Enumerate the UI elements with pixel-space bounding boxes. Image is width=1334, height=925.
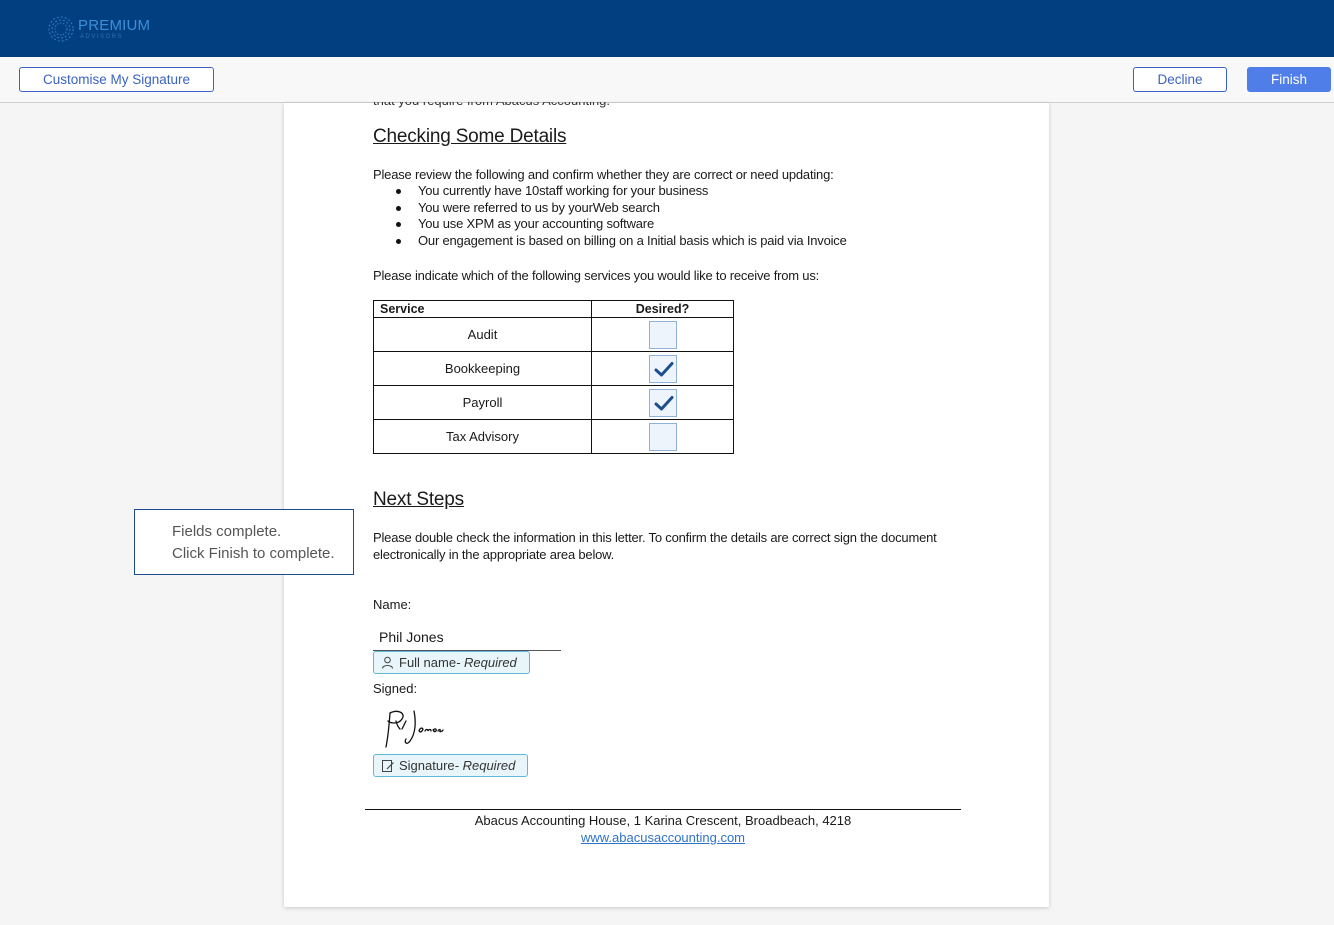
website-link[interactable]: www.abacusaccounting.com [580, 830, 746, 845]
service-name: Bookkeeping [374, 352, 592, 386]
section-title-details: Checking Some Details [373, 126, 567, 147]
table-row [374, 352, 734, 386]
signature-tag-label: Signature [399, 758, 455, 773]
list-item: You currently have 10staff working for your business [373, 183, 847, 200]
sign-document-icon [381, 759, 395, 773]
full-name-field[interactable] [373, 651, 530, 674]
table-header-row [374, 301, 734, 318]
list-item: Our engagement is based on billing on a Initial basis which is paid via Invoice [373, 233, 847, 250]
name-label: Name: [373, 597, 412, 612]
swirl-logo-icon [46, 14, 76, 44]
tax-advisory-checkbox[interactable] [649, 423, 677, 451]
full-name-tag-label: Full name [399, 655, 457, 670]
payroll-checkbox[interactable] [649, 389, 677, 417]
signature-field[interactable] [373, 754, 528, 777]
completion-notice [134, 509, 354, 575]
notice-line-1: Fields complete. [172, 523, 282, 540]
next-steps-text: Please double check the information in this letter. To confirm the details are correct sign the document electronically in the appropriate area below. [373, 530, 937, 562]
document-page [284, 103, 1049, 907]
column-header-desired: Desired? [592, 301, 734, 318]
signature-image [376, 707, 456, 751]
section-title-next-steps: Next Steps [373, 489, 464, 510]
table-row [374, 420, 734, 454]
footer-divider [365, 809, 961, 810]
list-item: You were referred to us by yourWeb search [373, 200, 847, 217]
audit-checkbox[interactable] [649, 321, 677, 349]
service-name: Tax Advisory [374, 420, 592, 454]
list-item: You use XPM as your accounting software [373, 216, 847, 233]
logo-subtext: ADVISORS [80, 34, 124, 40]
finish-button[interactable]: Finish [1247, 67, 1331, 92]
review-intro-text: Please review the following and confirm whether they are correct or need updating: [373, 167, 834, 182]
signed-label: Signed: [373, 681, 418, 696]
notice-line-2: Click Finish to complete. [172, 545, 335, 562]
decline-button[interactable]: Decline [1133, 67, 1227, 92]
bookkeeping-checkbox[interactable] [649, 355, 677, 383]
column-header-service: Service [374, 301, 592, 318]
table-row [374, 318, 734, 352]
checkmark-icon [654, 361, 674, 378]
full-name-value: Phil Jones [379, 629, 444, 645]
checkmark-icon [654, 395, 674, 412]
required-text: - Required [454, 758, 516, 773]
services-table [373, 300, 734, 454]
header-bar [0, 0, 1334, 57]
table-row [374, 386, 734, 420]
logo-text: PREMIUM [78, 17, 151, 34]
service-name: Audit [374, 318, 592, 352]
service-name: Payroll [374, 386, 592, 420]
customise-signature-button[interactable]: Customise My Signature [19, 67, 214, 92]
toolbar [0, 57, 1334, 103]
services-intro-text: Please indicate which of the following services you would like to receive from us: [373, 268, 820, 283]
details-list [373, 183, 847, 250]
person-icon [381, 656, 394, 669]
footer-address: Abacus Accounting House, 1 Karina Crescent, Broadbeach, 4218 [474, 813, 852, 828]
required-text: - Required [456, 655, 517, 670]
brand-logo [46, 14, 186, 46]
